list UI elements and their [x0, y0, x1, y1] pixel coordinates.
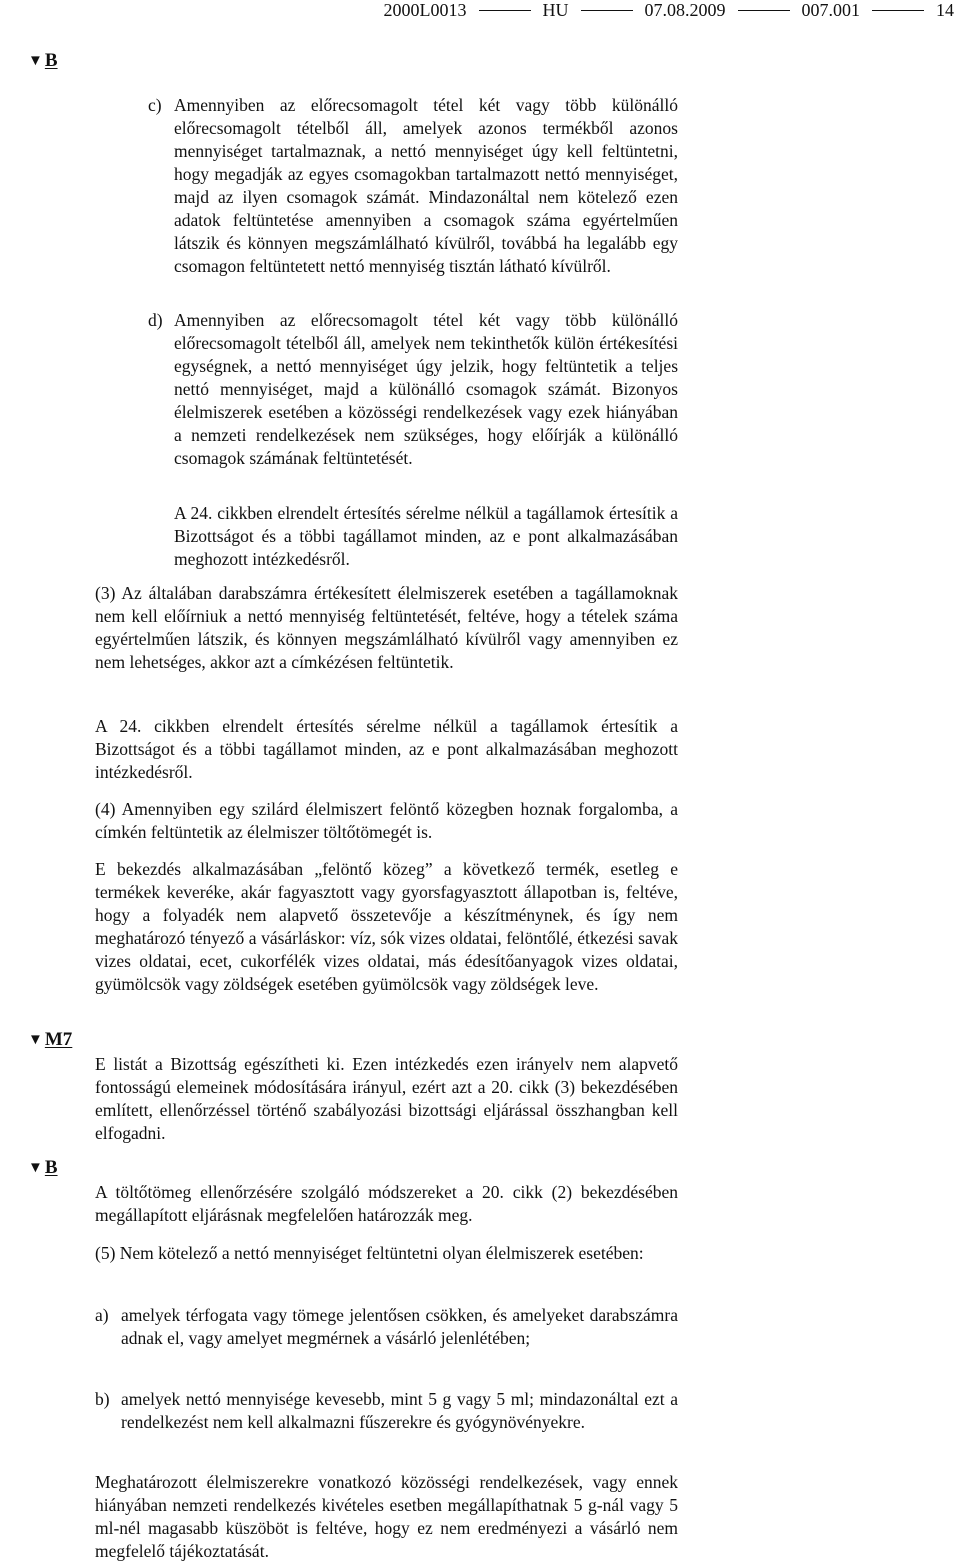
marker-code: B — [44, 50, 58, 71]
m7-amendment-text: E listát a Bizottság egészítheti ki. Ezen intézkedés ezen irányelv nem alapvető fontosságú elemeinek módosítására irányul, ezért azt a 20. cikk (3) bekezdésében említett, ellenőrzéssel történő szabályozási bizottsági eljárással összhangban kell elfogadni. — [95, 1054, 678, 1143]
point-label: a) — [95, 1305, 109, 1325]
page-header — [0, 0, 960, 20]
point-5b — [95, 1388, 678, 1434]
point-c-text: Amennyiben az előrecsomagolt tétel két vagy több különálló előrecsomagolt tételből áll, amelyek azonos termékből azonos mennyiséget tartalmaznak, a nettó mennyiséget úgy kell feltüntetni, hogy megadják az egyes csomagokban tartalmazott nettó mennyiséget, majd az ilyen csomagok számát. Mindazonáltal nem kötelező ezen adatok feltüntetése amennyiben a csomagok száma egyértelműen látszik és könnyen megszámlálható kívülről, továbbá ha legalább egy csomagon feltüntetett nettó mennyiség tisztán látható kívülről. — [174, 95, 678, 276]
header-dash — [738, 10, 790, 11]
point-c — [148, 94, 678, 278]
amendment-marker-b[interactable] — [28, 50, 58, 72]
point-d — [148, 309, 678, 470]
triangle-down-icon: ▼ — [28, 1160, 43, 1176]
version-number: 007.001 — [801, 0, 860, 20]
control-methods-text: A töltőtömeg ellenőrzésére szolgáló módszereket a 20. cikk (2) bekezdésében megállapított eljárásnak megfelelően határozzák meg. — [95, 1182, 678, 1225]
marker-code: B — [44, 1157, 58, 1178]
point-d-notification: A 24. cikkben elrendelt értesítés sérelme nélkül a tagállamok értesítik a Bizottságot és a többi tagállamot minden, az e pont alkalmazásában meghozott intézkedésről. — [174, 503, 678, 569]
amendment-marker-b[interactable] — [28, 1157, 58, 1179]
point-d-text: Amennyiben az előrecsomagolt tétel két vagy több különálló előrecsomagolt tételből áll, amelyek nem tekinthetők külön értékesítési egységnek, a nettó mennyiséget úgy jelzik, hogy feltüntetik a teljes nettó mennyiséget, majd a különálló csomagok számát. Bizonyos élelmiszerek esetében a közösségi rendelkezések vagy ezek hiányában a nemzeti rendelkezések nem szükséges, hogy előírják a különálló csomagok számának feltüntetését. — [174, 310, 678, 468]
language-code: HU — [542, 0, 569, 20]
point-label: b) — [95, 1389, 110, 1409]
header-dash — [479, 10, 531, 11]
amendment-marker-m7[interactable] — [28, 1029, 72, 1051]
marker-code: M7 — [44, 1029, 73, 1050]
consolidation-date: 07.08.2009 — [644, 0, 726, 20]
paragraph-4-definition: E bekezdés alkalmazásában „felöntő közeg” a következő termék, esetleg e termékek keveréke, akár fagyasztott vagy gyorsfagyasztott állapotban is, feltéve, hogy a folyadék nem alapvető összetevője a készítménynek, és így nem meghatározó tényező a vásárláskor: víz, sók vizes oldatai, felöntőlé, étkezési savak vizes oldatai, ecet, cukorfélék vizes oldatai, más édesítőanyagok vizes oldatai, gyümölcsök vagy zöldségek esetében gyümölcsök vagy zöldségek leve. — [95, 859, 678, 994]
header-dash — [872, 10, 924, 11]
document-code: 2000L0013 — [383, 0, 467, 20]
triangle-down-icon: ▼ — [28, 1032, 43, 1048]
paragraph-5: (5) Nem kötelező a nettó mennyiséget feltüntetni olyan élelmiszerek esetében: — [95, 1243, 644, 1263]
header-dash — [581, 10, 633, 11]
triangle-down-icon: ▼ — [28, 53, 43, 69]
final-paragraph: Meghatározott élelmiszerekre vonatkozó közösségi rendelkezések, vagy ennek hiányában nemzeti rendelkezés kivételes esetben megállapíthatnak 5 g-nál vagy 5 ml-nél magasabb küszöböt is feltéve, hogy ez nem eredményezi a vásárló nem megfelelő tájékoztatását. — [95, 1472, 678, 1561]
page-number: 14 — [936, 0, 954, 20]
point-label: d) — [148, 310, 163, 330]
paragraph-3-notification: A 24. cikkben elrendelt értesítés sérelme nélkül a tagállamok értesítik a Bizottságot és a többi tagállamot minden, az e pont alkalmazásában meghozott intézkedésről. — [95, 716, 678, 782]
point-5b-text: amelyek nettó mennyisége kevesebb, mint 5 g vagy 5 ml; mindazonáltal ezt a rendelkezést nem kell alkalmazni fűszerekre és gyógynövényekre. — [121, 1389, 678, 1432]
point-5a — [95, 1304, 678, 1350]
point-label: c) — [148, 95, 162, 115]
paragraph-3: (3) Az általában darabszámra értékesített élelmiszerek esetében a tagállamoknak nem kell előírniuk a nettó mennyiség feltüntetését, feltéve, hogy a tételek száma egyértelműen látszik, és könnyen megszámlálható kívülről vagy amennyiben ez nem lehetséges, akkor azt a címkézésen feltüntetik. — [95, 583, 678, 672]
point-5a-text: amelyek térfogata vagy tömege jelentősen csökken, és amelyeket darabszámra adnak el, vagy amelyet megmérnek a vásárló jelenlétében; — [121, 1305, 678, 1348]
paragraph-4: (4) Amennyiben egy szilárd élelmiszert felöntő közegben hoznak forgalomba, a címkén feltüntetik az élelmiszer töltőtömegét is. — [95, 799, 678, 842]
